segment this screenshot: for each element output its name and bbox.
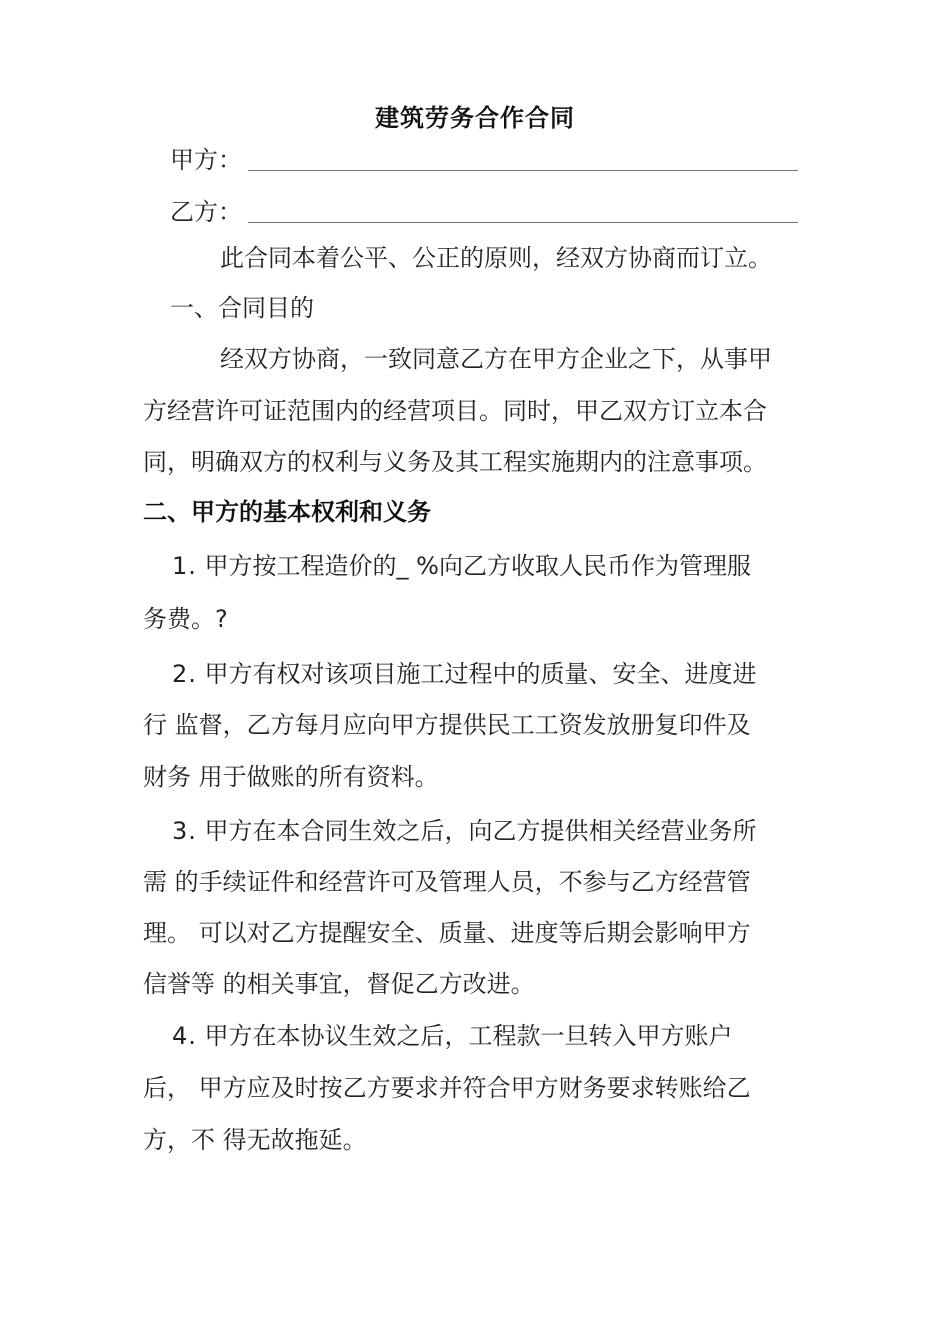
clause-2-line: 财务 用于做账的所有资料。 bbox=[143, 763, 439, 791]
clause-3-line: 信誉等 的相关事宜，督促乙方改进。 bbox=[143, 970, 535, 998]
intro-paragraph: 此合同本着公平、公正的原则，经双方协商而订立。 bbox=[220, 244, 772, 272]
clause-number: 4. bbox=[172, 1022, 197, 1050]
section-1-heading: 一、合同目的 bbox=[170, 294, 314, 322]
clause-number: 3. bbox=[172, 817, 197, 845]
party-b-label: 乙方： bbox=[170, 198, 242, 226]
clause-2-line: 行 监督，乙方每月应向甲方提供民工工资发放册复印件及 bbox=[143, 711, 751, 739]
clause-text: 甲方有权对该项目施工过程中的质量、安全、进度进 bbox=[204, 660, 757, 688]
section-1-line: 方经营许可证范围内的经营项目。同时，甲乙双方订立本合 bbox=[143, 397, 767, 425]
party-a-blank-line bbox=[248, 170, 798, 171]
clause-text: 甲方在本协议生效之后，工程款一旦转入甲方账户 bbox=[204, 1022, 733, 1050]
party-b-blank-line bbox=[248, 222, 798, 223]
document-title: 建筑劳务合作合同 bbox=[375, 104, 575, 132]
clause-3-line: 需 的手续证件和经营许可及管理人员，不参与乙方经营管 bbox=[143, 868, 751, 896]
clause-4-line: 后， 甲方应及时按乙方要求并符合甲方财务要求转账给乙 bbox=[143, 1074, 751, 1102]
section-1-line: 经双方协商，一致同意乙方在甲方企业之下，从事甲 bbox=[220, 345, 772, 373]
clause-3-line: 理。 可以对乙方提醒安全、质量、进度等后期会影响甲方 bbox=[143, 919, 751, 947]
clause-number: 2. bbox=[172, 660, 197, 688]
clause-4-line: 方，不 得无故拖延。 bbox=[143, 1126, 367, 1154]
clause-3-line bbox=[172, 815, 757, 847]
clause-2-line bbox=[172, 658, 757, 690]
clause-number: 1. bbox=[172, 552, 197, 580]
clause-1-line: 务费。? bbox=[143, 605, 228, 633]
clause-1-line bbox=[172, 550, 751, 582]
section-2-heading: 二、甲方的基本权利和义务 bbox=[143, 498, 431, 526]
section-1-line: 同，明确双方的权利与义务及其工程实施期内的注意事项。 bbox=[143, 448, 767, 476]
clause-text: 甲方在本合同生效之后，向乙方提供相关经营业务所 bbox=[204, 817, 757, 845]
clause-4-line bbox=[172, 1020, 733, 1052]
clause-text: 甲方按工程造价的_ %向乙方收取人民币作为管理服 bbox=[204, 552, 751, 580]
party-a-label: 甲方： bbox=[170, 146, 242, 174]
